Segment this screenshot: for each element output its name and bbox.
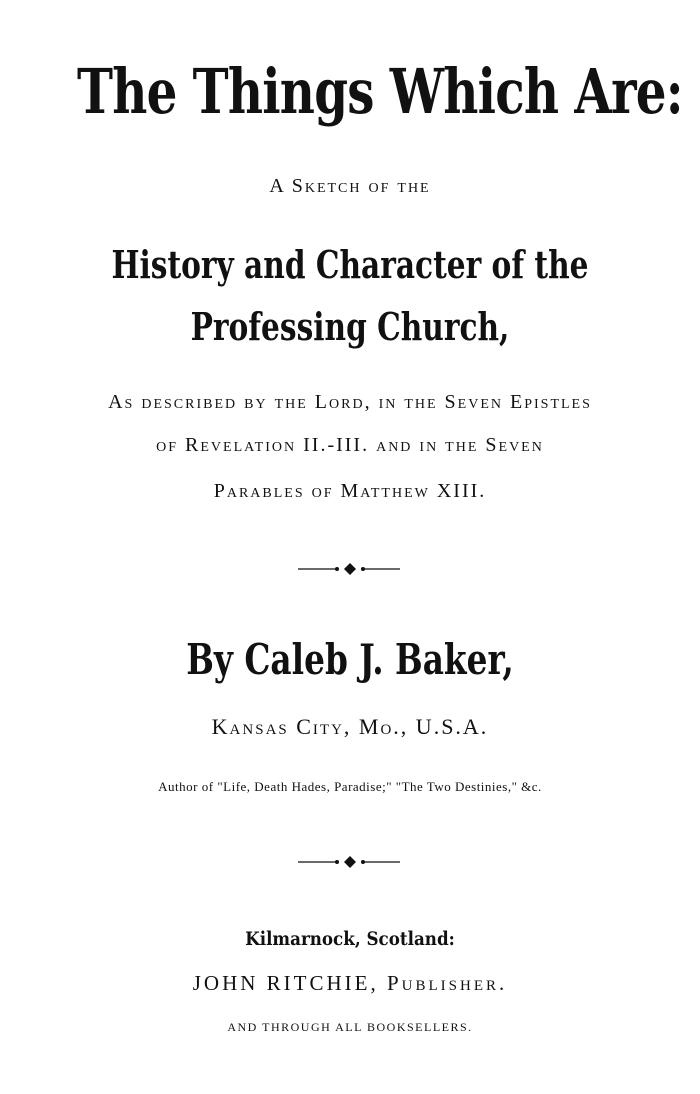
publication-place: Kilmarnock, Scotland: [245, 928, 455, 950]
history-heading-line-1: History and Character of the [111, 242, 589, 287]
booksellers-note: AND THROUGH ALL BOOKSELLERS. [227, 1020, 473, 1034]
publisher-name: JOHN RITCHIE, [192, 971, 379, 995]
author-name: By Caleb J. Baker, [186, 635, 514, 684]
description-line-3: Parables of Matthew XIII. [213, 480, 487, 502]
ornament-divider-icon [250, 855, 450, 869]
description-line-1: As described by the Lord, in the Seven Epistles [108, 391, 592, 413]
publisher-line [0, 968, 700, 998]
publisher-label: Publisher. [386, 971, 508, 995]
subtitle: A Sketch of the [269, 175, 431, 197]
description-line-2: of Revelation II.-III. and in the Seven [156, 434, 544, 456]
author-city: Kansas City, Mo., U.S.A. [211, 714, 489, 739]
book-title: The Things Which Are: [77, 55, 683, 128]
ornament-divider-icon [250, 562, 450, 576]
other-works: Author of "Life, Death Hades, Paradise;" "The Two Destinies," &c. [158, 779, 542, 794]
history-heading-line-2: Professing Church, [190, 304, 510, 349]
